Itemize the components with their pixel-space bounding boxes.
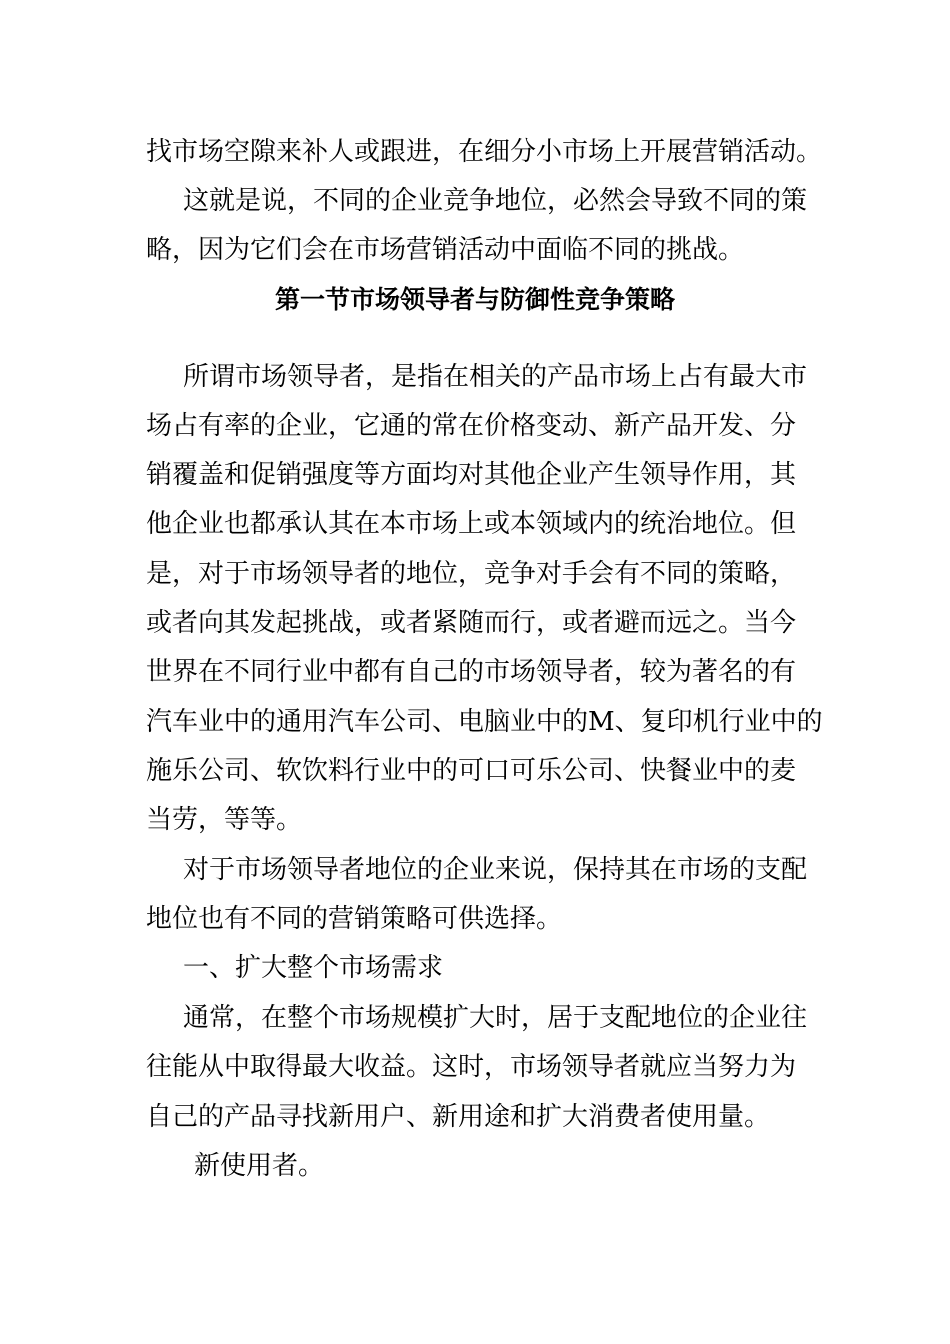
text-line: 通常，在整个市场规模扩大时，居于支配地位的企业往 xyxy=(183,1003,808,1033)
list-item: 新使用者。 xyxy=(194,1151,325,1181)
text-line: 销覆盖和促销强度等方面均对其他企业产生领导作用，其 xyxy=(146,460,797,490)
text-line: 自己的产品寻找新用户、新用途和扩大消费者使用量。 xyxy=(146,1102,771,1132)
text-line: 所谓市场领导者，是指在相关的产品市场上占有最大市 xyxy=(183,362,808,392)
text-line: 汽车业中的通用汽车公司、电脑业中的M、复印机行业中的 xyxy=(146,707,823,737)
text-line: 找市场空隙来补人或跟进，在细分小市场上开展营销活动。 xyxy=(146,137,823,167)
text-line: 这就是说，不同的企业竞争地位，必然会导致不同的策 xyxy=(183,186,808,216)
text-line: 往能从中取得最大收益。这时，市场领导者就应当努力为 xyxy=(146,1052,797,1082)
text-line: 或者向其发起挑战，或者紧随而行，或者避而远之。当今 xyxy=(146,608,797,638)
text-line: 世界在不同行业中都有自己的市场领导者，较为著名的有 xyxy=(146,657,797,687)
text-line: 他企业也都承认其在本市场上或本领域内的统治地位。但 xyxy=(146,509,797,539)
text-line: 施乐公司、软饮料行业中的可口可乐公司、快餐业中的麦 xyxy=(146,756,797,786)
text-line: 对于市场领导者地位的企业来说，保持其在市场的支配 xyxy=(183,855,808,885)
section-heading: 第一节市场领导者与防御性竞争策略 xyxy=(274,285,675,314)
text-line: 略，因为它们会在市场营销活动中面临不同的挑战。 xyxy=(146,235,745,265)
text-line: 当劳，等等。 xyxy=(146,805,303,835)
text-line: 场占有率的企业，它通的常在价格变动、新产品开发、分 xyxy=(146,411,797,441)
subheading: 一、扩大整个市场需求 xyxy=(183,953,444,983)
text-line: 地位也有不同的营销策略可供选择。 xyxy=(146,904,563,934)
text-line: 是，对于市场领导者的地位，竞争对手会有不同的策略， xyxy=(146,559,797,589)
